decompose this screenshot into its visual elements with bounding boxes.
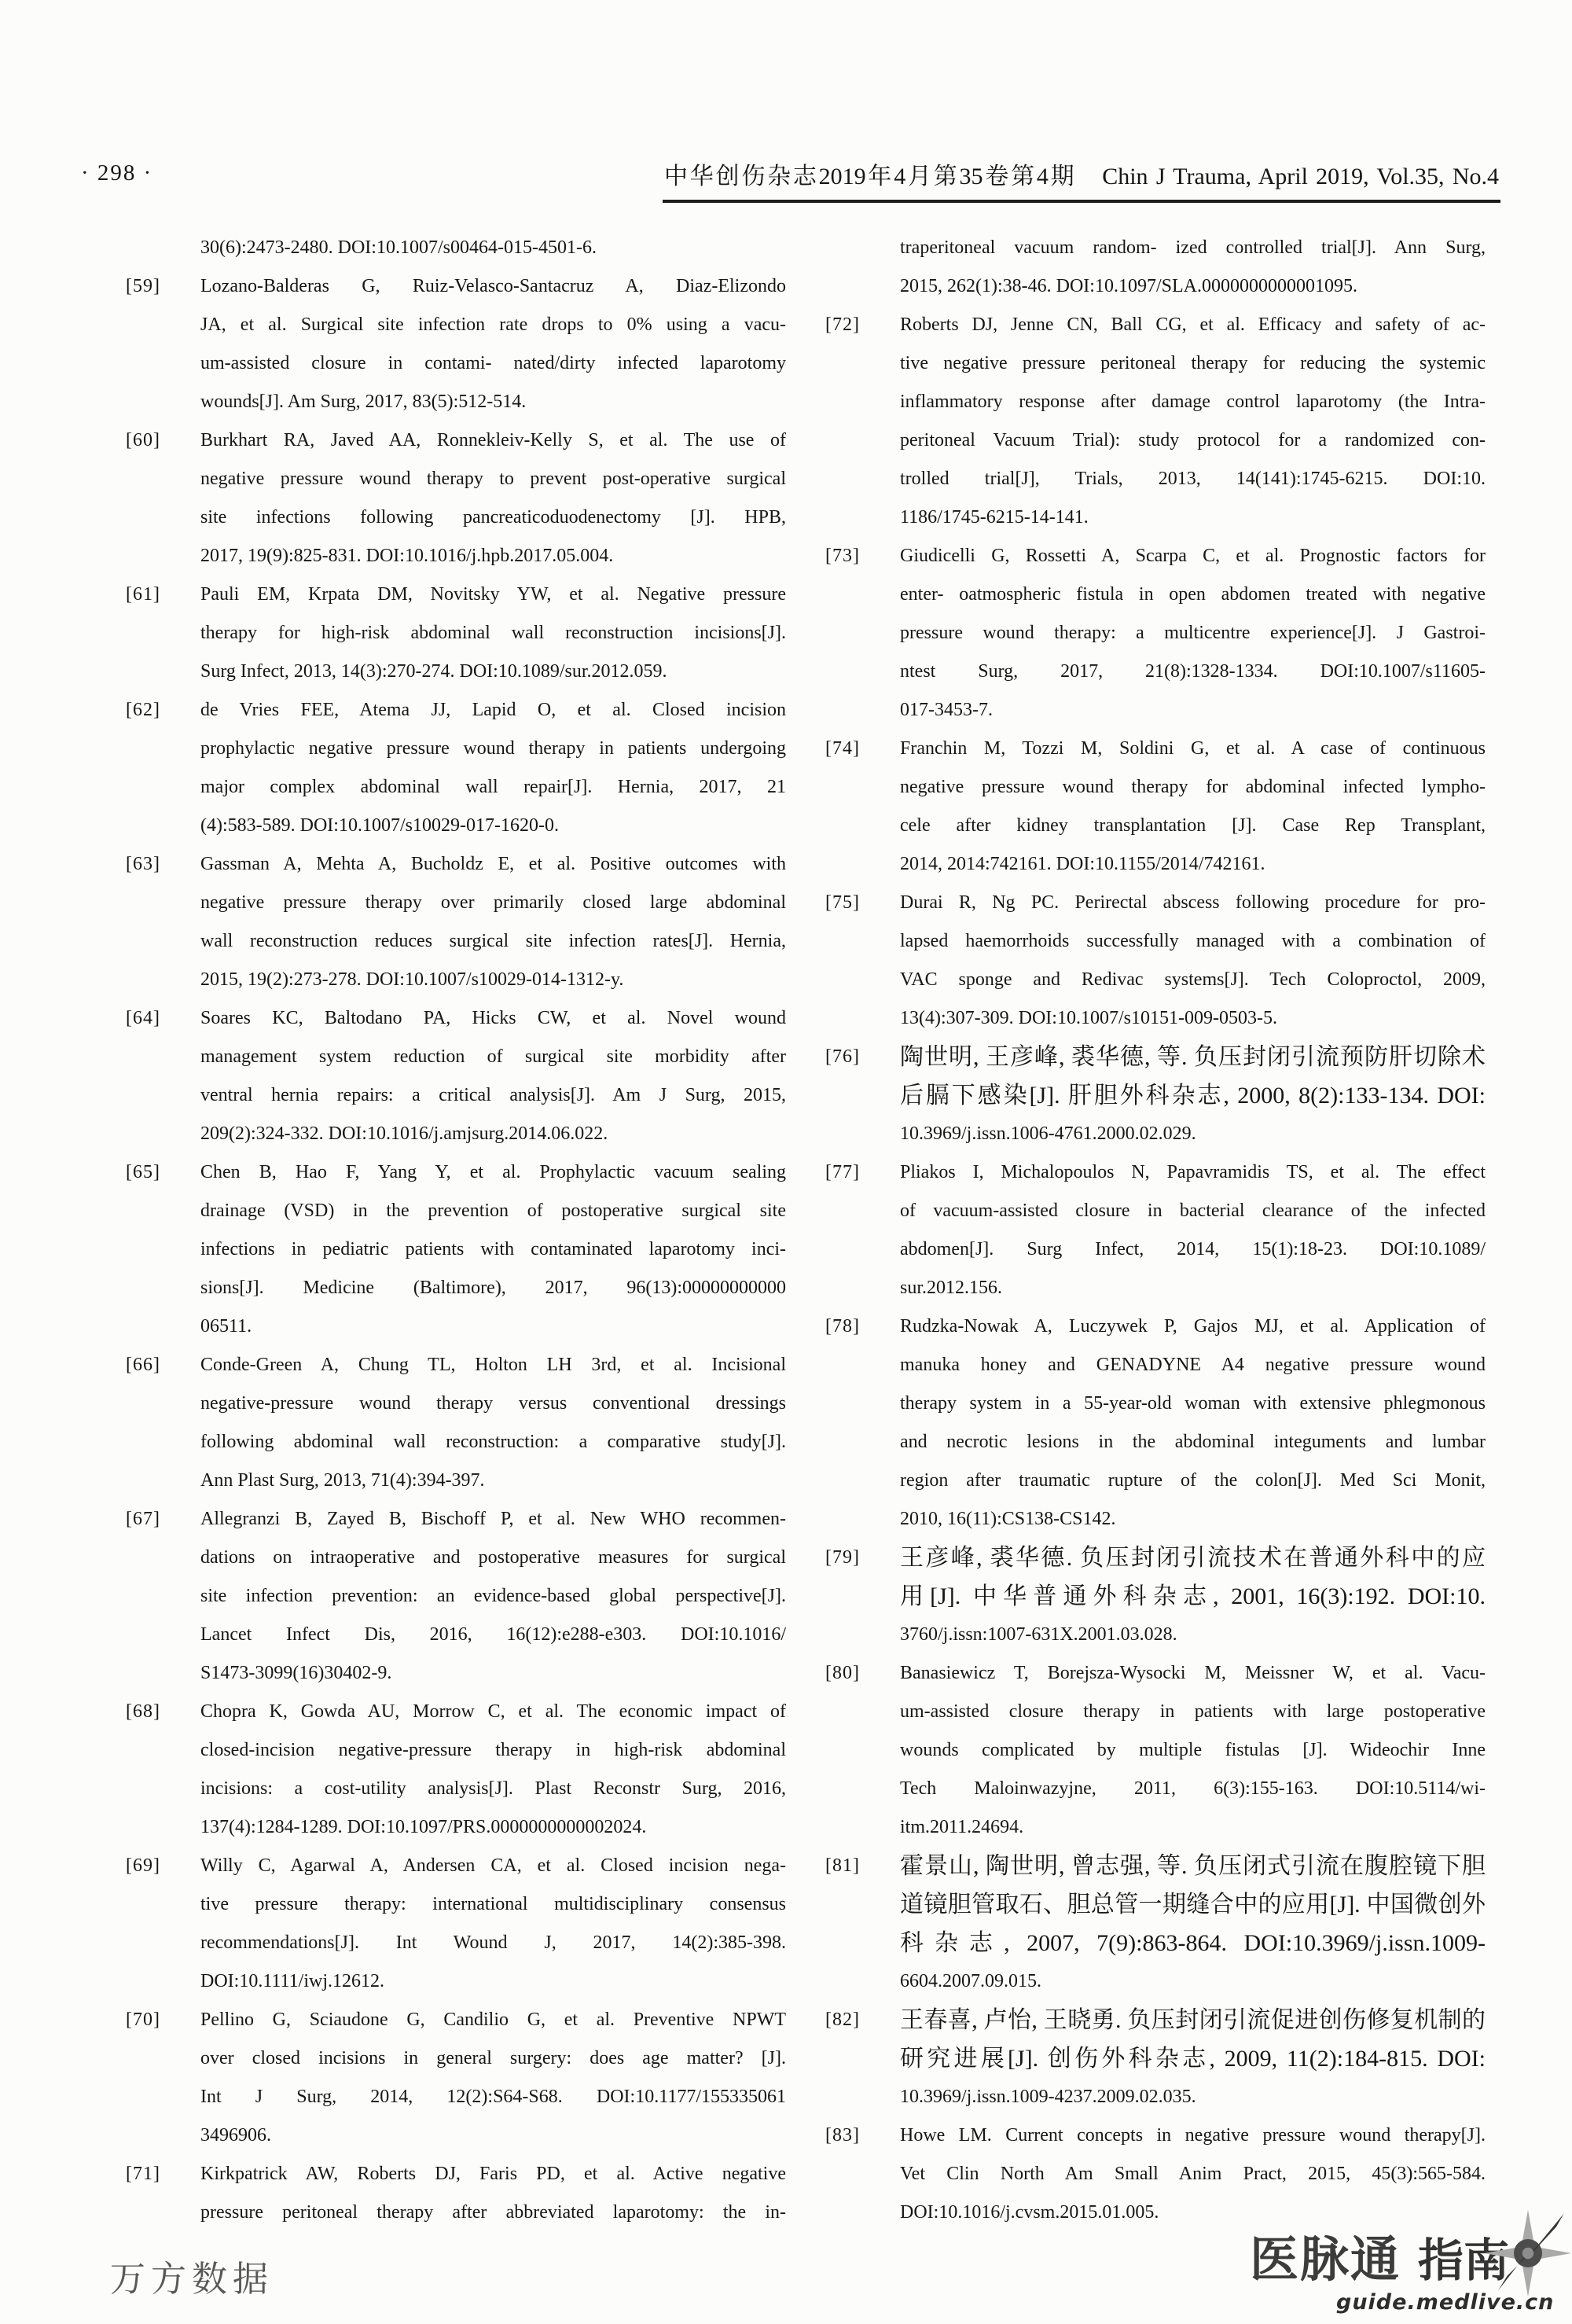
reference-line: itm.2011.24694. bbox=[900, 1817, 1024, 1837]
reference-number: [65] bbox=[126, 1162, 160, 1182]
medlive-guide-label: 指南 bbox=[1418, 2234, 1510, 2287]
reference-number: [73] bbox=[825, 546, 860, 566]
reference-number: [62] bbox=[126, 700, 160, 720]
reference-line: closed-incision negative-pressure therapy in high-risk abdominal bbox=[200, 1740, 786, 1760]
reference-line: therapy system in a 55-year-old woman with extensive phlegmonous bbox=[900, 1393, 1486, 1414]
reference-line: and necrotic lesions in the abdominal integuments and lumbar bbox=[900, 1432, 1486, 1452]
reference-line: 王春喜, 卢怡, 王晓勇. 负压封闭引流促进创伤修复机制的 bbox=[900, 2007, 1486, 2033]
reference-number: [70] bbox=[126, 2010, 160, 2030]
reference-number: [80] bbox=[825, 1663, 860, 1683]
reference-number: [74] bbox=[825, 738, 860, 759]
reference-line: ntest Surg, 2017, 21(8):1328-1334. DOI:10.1007/s11605- bbox=[900, 661, 1486, 682]
reference-item bbox=[126, 1500, 790, 1693]
reference-line: Rudzka-Nowak A, Luczywek P, Gajos MJ, et al. Application of bbox=[900, 1316, 1486, 1337]
medlive-logo-row bbox=[1250, 2220, 1564, 2290]
reference-line: Pellino G, Sciaudone G, Candilio G, et al. Preventive NPWT bbox=[200, 2010, 786, 2030]
reference-line: 研究进展[J]. 创伤外科杂志, 2009, 11(2):184-815. DOI: bbox=[900, 2046, 1486, 2072]
reference-item bbox=[126, 1847, 790, 2001]
reference-item bbox=[126, 845, 790, 999]
medlive-brand: 医脉通 bbox=[1250, 2230, 1401, 2288]
reference-line: over closed incisions in general surgery: does age matter? [J]. bbox=[200, 2048, 786, 2068]
reference-line: Kirkpatrick AW, Roberts DJ, Faris PD, et al. Active negative bbox=[200, 2164, 786, 2184]
reference-item bbox=[126, 2155, 790, 2232]
reference-item bbox=[825, 730, 1489, 884]
reference-line: Conde-Green A, Chung TL, Holton LH 3rd, et al. Incisional bbox=[200, 1355, 786, 1375]
reference-number: [79] bbox=[825, 1547, 860, 1568]
reference-item bbox=[825, 1847, 1489, 2001]
reference-line: management system reduction of surgical site morbidity after bbox=[200, 1046, 786, 1067]
reference-line: site infections following pancreaticoduodenectomy [J]. HPB, bbox=[200, 507, 786, 528]
reference-line: Burkhart RA, Javed AA, Ronnekleiv-Kelly S, et al. The use of bbox=[200, 430, 786, 450]
reference-line: 2010, 16(11):CS138-CS142. bbox=[900, 1509, 1116, 1529]
reference-line: sions[J]. Medicine (Baltimore), 2017, 96(13):00000000000 bbox=[200, 1278, 786, 1298]
reference-item bbox=[825, 1654, 1489, 1847]
reference-number: [61] bbox=[126, 584, 160, 605]
journal-header: 中华创伤杂志2019年4月第35卷第4期 Chin J Trauma, April 2019, Vol.35, No.4 bbox=[664, 164, 1499, 189]
reference-line: 209(2):324-332. DOI:10.1016/j.amjsurg.2014.06.022. bbox=[200, 1123, 608, 1144]
reference-line: Franchin M, Tozzi M, Soldini G, et al. A case of continuous bbox=[900, 738, 1486, 759]
reference-line: 10.3969/j.issn.1006-4761.2000.02.029. bbox=[900, 1123, 1196, 1144]
reference-line: enter- oatmospheric fistula in open abdomen treated with negative bbox=[900, 584, 1486, 605]
reference-number: [69] bbox=[126, 1855, 160, 1876]
reference-line: cele after kidney transplantation [J]. Case Rep Transplant, bbox=[900, 815, 1486, 836]
reference-line: 06511. bbox=[200, 1316, 252, 1337]
reference-number: [78] bbox=[825, 1316, 860, 1337]
reference-item bbox=[126, 229, 790, 267]
reference-line: 017-3453-7. bbox=[900, 700, 993, 720]
reference-line: 2014, 2014:742161. DOI:10.1155/2014/742161. bbox=[900, 854, 1265, 874]
reference-line: (4):583-589. DOI:10.1007/s10029-017-1620-0. bbox=[200, 815, 559, 836]
reference-line: Lozano-Balderas G, Ruiz-Velasco-Santacruz A, Diaz-Elizondo bbox=[200, 276, 786, 296]
medlive-logo bbox=[1250, 2220, 1564, 2315]
reference-item bbox=[825, 1539, 1489, 1654]
reference-item bbox=[126, 1693, 790, 1847]
reference-line: 陶世明, 王彦峰, 裘华德, 等. 负压封闭引流预防肝切除术 bbox=[900, 1044, 1486, 1070]
reference-item bbox=[126, 575, 790, 691]
reference-line: Int J Surg, 2014, 12(2):S64-S68. DOI:10.1177/155335061 bbox=[200, 2087, 786, 2107]
reference-item bbox=[825, 2001, 1489, 2116]
reference-line: DOI:10.1016/j.cvsm.2015.01.005. bbox=[900, 2202, 1159, 2223]
reference-line: tive pressure therapy: international multidisciplinary consensus bbox=[200, 1894, 786, 1914]
reference-number: [77] bbox=[825, 1162, 860, 1182]
reference-line: 后膈下感染[J]. 肝胆外科杂志, 2000, 8(2):133-134. DOI: bbox=[900, 1083, 1486, 1109]
reference-line: 3760/j.issn:1007-631X.2001.03.028. bbox=[900, 1624, 1177, 1645]
reference-line: Pauli EM, Krpata DM, Novitsky YW, et al. Negative pressure bbox=[200, 584, 786, 605]
reference-item bbox=[126, 999, 790, 1153]
reference-line: negative pressure wound therapy for abdominal infected lympho- bbox=[900, 777, 1486, 797]
reference-line: Soares KC, Baltodano PA, Hicks CW, et al. Novel wound bbox=[200, 1008, 786, 1028]
reference-line: Allegranzi B, Zayed B, Bischoff P, et al. New WHO recommen- bbox=[200, 1509, 786, 1529]
reference-line: 1186/1745-6215-14-141. bbox=[900, 507, 1089, 528]
reference-line: prophylactic negative pressure wound therapy in patients undergoing bbox=[200, 738, 786, 759]
reference-line: JA, et al. Surgical site infection rate drops to 0% using a vacu- bbox=[200, 314, 786, 335]
reference-line: following abdominal wall reconstruction: a comparative study[J]. bbox=[200, 1432, 786, 1452]
reference-line: 10.3969/j.issn.1009-4237.2009.02.035. bbox=[900, 2087, 1196, 2107]
reference-number: [82] bbox=[825, 2010, 860, 2030]
page-number: · 298 · bbox=[81, 160, 153, 186]
reference-line: recommendations[J]. Int Wound J, 2017, 14(2):385-398. bbox=[200, 1932, 786, 1953]
reference-line: de Vries FEE, Atema JJ, Lapid O, et al. Closed incision bbox=[200, 700, 786, 720]
reference-line: Pliakos I, Michalopoulos N, Papavramidis TS, et al. The effect bbox=[900, 1162, 1486, 1182]
references-right-column bbox=[825, 229, 1489, 2232]
reference-item bbox=[126, 267, 790, 421]
reference-item bbox=[825, 537, 1489, 730]
reference-number: [83] bbox=[825, 2125, 860, 2146]
reference-item bbox=[126, 2001, 790, 2155]
reference-item bbox=[126, 1346, 790, 1500]
reference-line: therapy for high-risk abdominal wall reconstruction incisions[J]. bbox=[200, 623, 786, 643]
reference-number: [81] bbox=[825, 1855, 860, 1876]
reference-line: manuka honey and GENADYNE A4 negative pressure wound bbox=[900, 1355, 1486, 1375]
reference-item bbox=[825, 2116, 1489, 2232]
reference-number: [64] bbox=[126, 1008, 160, 1028]
reference-line: 3496906. bbox=[200, 2125, 271, 2146]
reference-line: dations on intraoperative and postoperative measures for surgical bbox=[200, 1547, 786, 1568]
reference-line: Chen B, Hao F, Yang Y, et al. Prophylactic vacuum sealing bbox=[200, 1162, 786, 1182]
reference-line: 2017, 19(9):825-831. DOI:10.1016/j.hpb.2017.05.004. bbox=[200, 546, 614, 566]
reference-line: DOI:10.1111/iwj.12612. bbox=[200, 1971, 384, 1991]
reference-item bbox=[126, 421, 790, 575]
reference-item bbox=[126, 1153, 790, 1346]
reference-line: wounds complicated by multiple fistulas [J]. Wideochir Inne bbox=[900, 1740, 1486, 1760]
reference-number: [68] bbox=[126, 1701, 160, 1722]
reference-line: Gassman A, Mehta A, Bucholdz E, et al. Positive outcomes with bbox=[200, 854, 786, 874]
reference-line: wall reconstruction reduces surgical site infection rates[J]. Hernia, bbox=[200, 931, 786, 951]
medlive-url: guide.medlive.cn bbox=[1336, 2290, 1555, 2315]
reference-line: Giudicelli G, Rossetti A, Scarpa C, et al. Prognostic factors for bbox=[900, 546, 1486, 566]
reference-item bbox=[825, 884, 1489, 1038]
reference-line: negative-pressure wound therapy versus conventional dressings bbox=[200, 1393, 786, 1414]
reference-line: Howe LM. Current concepts in negative pressure wound therapy[J]. bbox=[900, 2125, 1486, 2146]
reference-line: of vacuum-assisted closure in bacterial clearance of the infected bbox=[900, 1201, 1486, 1221]
reference-line: Vet Clin North Am Small Anim Pract, 2015, 45(3):565-584. bbox=[900, 2164, 1486, 2184]
reference-number: [76] bbox=[825, 1046, 860, 1067]
reference-number: [59] bbox=[126, 276, 160, 296]
reference-item bbox=[825, 306, 1489, 537]
reference-line: region after traumatic rupture of the colon[J]. Med Sci Monit, bbox=[900, 1470, 1486, 1491]
reference-number: [75] bbox=[825, 892, 860, 913]
reference-line: ventral hernia repairs: a critical analysis[J]. Am J Surg, 2015, bbox=[200, 1085, 786, 1105]
reference-line: incisions: a cost-utility analysis[J]. Plast Reconstr Surg, 2016, bbox=[200, 1778, 786, 1799]
reference-item bbox=[825, 1038, 1489, 1153]
reference-line: 13(4):307-309. DOI:10.1007/s10151-009-0503-5. bbox=[900, 1008, 1277, 1028]
reference-line: infections in pediatric patients with contaminated laparotomy inci- bbox=[200, 1239, 786, 1259]
reference-number: [60] bbox=[126, 430, 160, 450]
reference-line: traperitoneal vacuum random- ized controlled trial[J]. Ann Surg, bbox=[900, 237, 1486, 258]
reference-line: um-assisted closure in contami- nated/dirty infected laparotomy bbox=[200, 353, 786, 373]
reference-line: Lancet Infect Dis, 2016, 16(12):e288-e303. DOI:10.1016/ bbox=[200, 1624, 786, 1645]
reference-line: 霍景山, 陶世明, 曾志强, 等. 负压闭式引流在腹腔镜下胆 bbox=[900, 1853, 1486, 1879]
reference-item bbox=[825, 1307, 1489, 1539]
wanfang-watermark: 万方数据 bbox=[110, 2260, 274, 2299]
reference-line: 科杂志, 2007, 7(9):863-864. DOI:10.3969/j.issn.1009- bbox=[900, 1930, 1486, 1956]
reference-item bbox=[126, 691, 790, 845]
reference-item bbox=[825, 229, 1489, 306]
header-rule bbox=[663, 200, 1500, 203]
reference-line: 6604.2007.09.015. bbox=[900, 1971, 1041, 1991]
reference-line: 30(6):2473-2480. DOI:10.1007/s00464-015-4501-6. bbox=[200, 237, 597, 258]
reference-line: trolled trial[J], Trials, 2013, 14(141):1745-6215. DOI:10. bbox=[900, 469, 1486, 489]
reference-line: Durai R, Ng PC. Perirectal abscess following procedure for pro- bbox=[900, 892, 1486, 913]
reference-number: [63] bbox=[126, 854, 160, 874]
reference-line: 王彦峰, 裘华德. 负压封闭引流技术在普通外科中的应 bbox=[900, 1545, 1486, 1571]
reference-line: tive negative pressure peritoneal therapy for reducing the systemic bbox=[900, 353, 1486, 373]
reference-line: 用[J]. 中华普通外科杂志, 2001, 16(3):192. DOI:10. bbox=[900, 1583, 1486, 1609]
reference-item bbox=[825, 1153, 1489, 1307]
reference-line: VAC sponge and Redivac systems[J]. Tech Coloproctol, 2009, bbox=[900, 969, 1486, 990]
reference-line: wounds[J]. Am Surg, 2017, 83(5):512-514. bbox=[200, 392, 527, 412]
reference-line: um-assisted closure therapy in patients with large postoperative bbox=[900, 1701, 1486, 1722]
reference-line: peritoneal Vacuum Trial): study protocol for a randomized con- bbox=[900, 430, 1486, 450]
reference-number: [67] bbox=[126, 1509, 160, 1529]
reference-line: drainage (VSD) in the prevention of postoperative surgical site bbox=[200, 1201, 786, 1221]
reference-line: negative pressure wound therapy to prevent post-operative surgical bbox=[200, 469, 786, 489]
reference-line: sur.2012.156. bbox=[900, 1278, 1003, 1298]
references-left-column bbox=[126, 229, 790, 2232]
compass-icon bbox=[1481, 2206, 1572, 2304]
reference-line: Chopra K, Gowda AU, Morrow C, et al. The economic impact of bbox=[200, 1701, 786, 1722]
reference-line: pressure wound therapy: a multicentre experience[J]. J Gastroi- bbox=[900, 623, 1486, 643]
reference-line: Willy C, Agarwal A, Andersen CA, et al. Closed incision nega- bbox=[200, 1855, 786, 1876]
reference-line: S1473-3099(16)30402-9. bbox=[200, 1663, 392, 1683]
reference-line: major complex abdominal wall repair[J]. Hernia, 2017, 21 bbox=[200, 777, 786, 797]
reference-line: Ann Plast Surg, 2013, 71(4):394-397. bbox=[200, 1470, 485, 1491]
reference-line: site infection prevention: an evidence-based global perspective[J]. bbox=[200, 1586, 786, 1606]
reference-line: 2015, 262(1):38-46. DOI:10.1097/SLA.0000000000001095. bbox=[900, 276, 1357, 296]
reference-number: [72] bbox=[825, 314, 860, 335]
reference-number: [71] bbox=[126, 2164, 160, 2184]
reference-line: Roberts DJ, Jenne CN, Ball CG, et al. Efficacy and safety of ac- bbox=[900, 314, 1486, 335]
reference-line: Tech Maloinwazyjne, 2011, 6(3):155-163. DOI:10.5114/wi- bbox=[900, 1778, 1486, 1799]
reference-line: abdomen[J]. Surg Infect, 2014, 15(1):18-23. DOI:10.1089/ bbox=[900, 1239, 1486, 1259]
reference-number: [66] bbox=[126, 1355, 160, 1375]
reference-line: 2015, 19(2):273-278. DOI:10.1007/s10029-014-1312-y. bbox=[200, 969, 624, 990]
reference-line: lapsed haemorrhoids successfully managed with a combination of bbox=[900, 931, 1486, 951]
reference-line: 137(4):1284-1289. DOI:10.1097/PRS.0000000000002024. bbox=[200, 1817, 647, 1837]
reference-line: pressure peritoneal therapy after abbreviated laparotomy: the in- bbox=[200, 2202, 786, 2223]
reference-line: inflammatory response after damage control laparotomy (the Intra- bbox=[900, 392, 1486, 412]
reference-line: Surg Infect, 2013, 14(3):270-274. DOI:10.1089/sur.2012.059. bbox=[200, 661, 667, 682]
reference-line: Banasiewicz T, Borejsza-Wysocki M, Meissner W, et al. Vacu- bbox=[900, 1663, 1486, 1683]
reference-line: negative pressure therapy over primarily closed large abdominal bbox=[200, 892, 786, 913]
reference-line: 道镜胆管取石、胆总管一期缝合中的应用[J]. 中国微创外 bbox=[900, 1892, 1486, 1918]
